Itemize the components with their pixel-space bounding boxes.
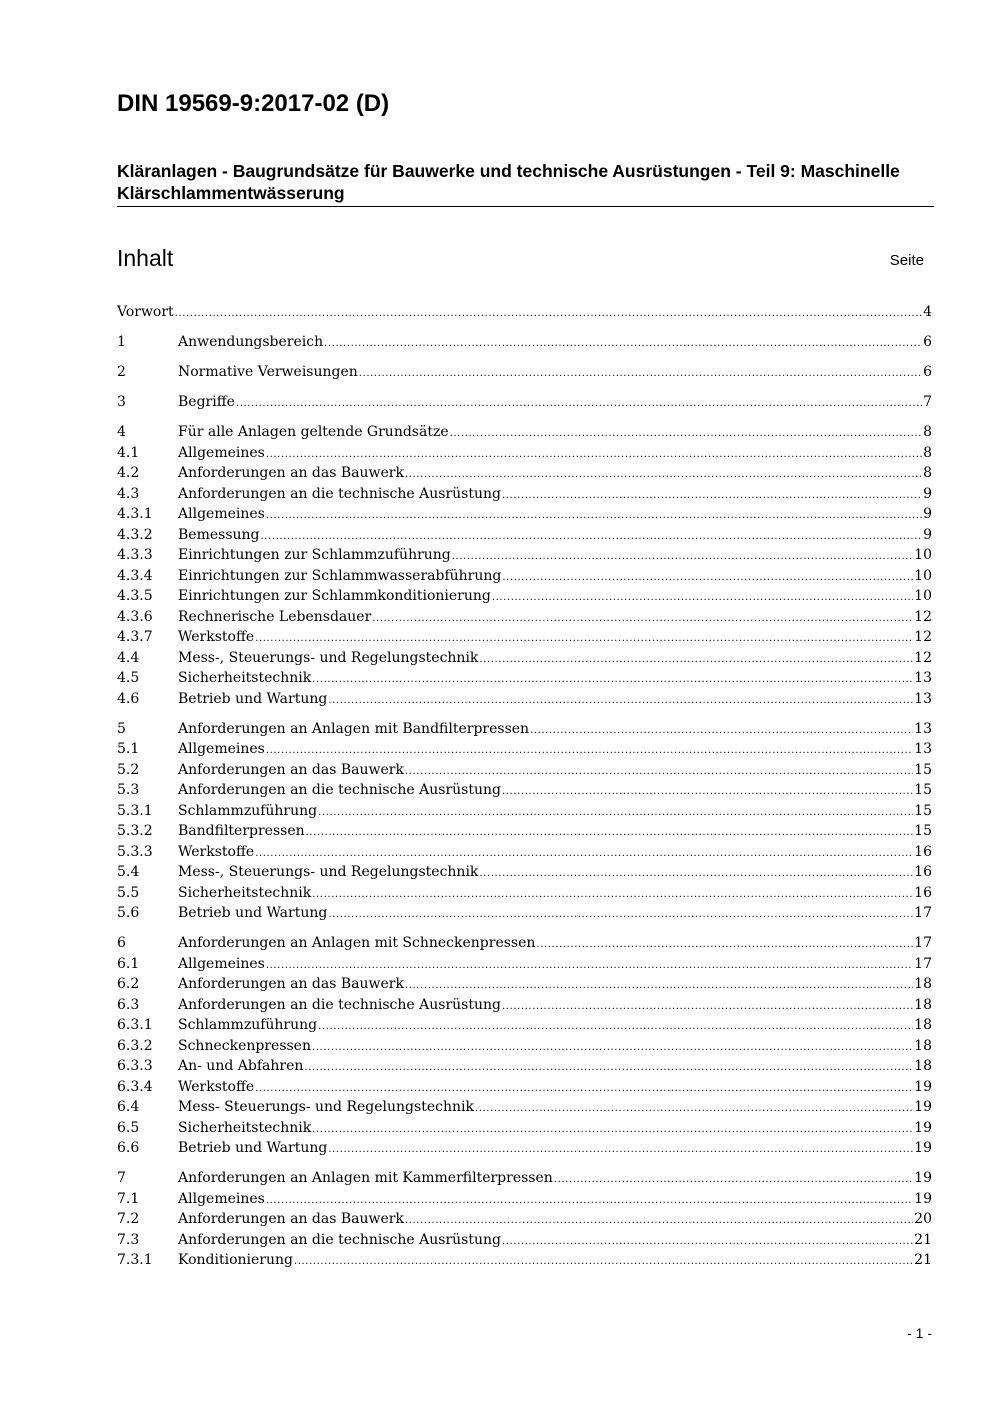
toc-entry-number: 1: [117, 334, 126, 350]
toc-dot-leader: [328, 689, 913, 712]
toc-entry-title: Mess-, Steuerungs- und Regelungstechnik: [178, 649, 479, 666]
toc-dot-leader: [502, 484, 922, 507]
toc-entry-page: 18: [914, 1058, 932, 1074]
table-of-contents: [117, 302, 932, 1271]
toc-dot-leader: [405, 1209, 913, 1232]
toc-entry[interactable]: [117, 739, 932, 760]
toc-entry-title: Allgemeines: [178, 741, 265, 757]
toc-dot-leader: [236, 392, 922, 415]
toc-entry[interactable]: [117, 1118, 932, 1139]
toc-entry-number: 5.3.2: [117, 823, 153, 839]
toc-entry[interactable]: [117, 1209, 932, 1230]
toc-dot-leader: [312, 1118, 913, 1141]
toc-entry-page: 13: [914, 741, 932, 757]
toc-entry-number: 5.3.1: [117, 802, 153, 819]
toc-entry-title: Einrichtungen zur Schlammwasserabführung: [178, 567, 502, 584]
toc-entry-page: 19: [914, 1170, 932, 1186]
toc-entry-page: 8: [923, 424, 932, 440]
toc-entry-number: 4.3.7: [117, 629, 153, 645]
toc-entry-number: 7.1: [117, 1190, 140, 1207]
toc-entry-title: Einrichtungen zur Schlammzuführung: [178, 547, 451, 563]
toc-entry[interactable]: [117, 883, 932, 904]
toc-entry[interactable]: [117, 933, 932, 954]
toc-entry-page: 19: [914, 1099, 932, 1115]
toc-entry-page: 16: [914, 864, 932, 880]
toc-entry[interactable]: [117, 1056, 932, 1077]
toc-dot-leader: [536, 933, 913, 956]
toc-entry-number: 4.3.5: [117, 588, 153, 604]
toc-entry-title: Bemessung: [178, 526, 260, 543]
toc-entry-page: 19: [914, 1078, 932, 1095]
toc-dot-leader: [502, 780, 913, 803]
toc-entry-title: Anforderungen an Anlagen mit Kammerfilterpressen: [178, 1170, 553, 1186]
toc-entry-title: Anforderungen an das Bauwerk: [178, 465, 404, 481]
toc-entry-number: 5.5: [117, 884, 140, 901]
toc-entry-page: 16: [914, 884, 932, 901]
toc-dot-leader: [266, 739, 913, 762]
toc-entry-title: Werkstoffe: [178, 1078, 255, 1095]
toc-entry-title: Anforderungen an Anlagen mit Bandfilterpressen: [178, 720, 530, 737]
toc-dot-leader: [479, 648, 913, 671]
toc-entry[interactable]: [117, 484, 932, 505]
toc-entry-number: 5.3: [117, 782, 140, 798]
toc-entry-page: 18: [914, 1037, 932, 1054]
toc-entry-title: Betrieb und Wartung: [178, 1140, 328, 1156]
toc-entry[interactable]: [117, 1138, 932, 1159]
toc-entry-page: 17: [914, 935, 932, 951]
toc-dot-leader: [306, 821, 914, 844]
toc-entry[interactable]: [117, 362, 932, 383]
toc-entry[interactable]: [117, 1015, 932, 1036]
toc-entry-page: 15: [914, 761, 932, 778]
toc-dot-leader: [328, 903, 913, 926]
toc-entry-number: Vorwort: [117, 304, 174, 320]
toc-dot-leader: [318, 801, 913, 824]
toc-entry-title: Mess- Steuerungs- und Regelungstechnik: [178, 1099, 474, 1115]
toc-entry-number: 6.5: [117, 1119, 140, 1136]
toc-entry-page: 18: [914, 996, 932, 1013]
toc-entry-page: 9: [923, 485, 932, 502]
toc-entry-number: 6.2: [117, 976, 140, 992]
toc-entry[interactable]: [117, 801, 932, 822]
page-number: - 1 -: [907, 1325, 932, 1341]
toc-entry-title: Anforderungen an das Bauwerk: [178, 976, 404, 992]
toc-entry-title: Anforderungen an die technische Ausrüstung: [178, 485, 501, 502]
toc-entry-number: 5.4: [117, 864, 140, 880]
toc-entry-title: Einrichtungen zur Schlammkonditionierung: [178, 588, 491, 604]
toc-entry-page: 10: [914, 547, 932, 563]
toc-entry-title: Allgemeines: [178, 955, 265, 972]
toc-dot-leader: [304, 1056, 913, 1079]
toc-entry-title: Werkstoffe: [178, 843, 255, 860]
toc-entry-number: 7.3: [117, 1231, 140, 1248]
toc-entry-title: Schlammzuführung: [178, 1017, 318, 1033]
toc-dot-leader: [475, 1097, 913, 1120]
toc-entry-title: Betrieb und Wartung: [178, 690, 328, 707]
toc-dot-leader: [266, 1189, 913, 1212]
toc-entry[interactable]: [117, 903, 932, 924]
toc-dot-leader: [502, 1230, 913, 1253]
toc-entry-number: 5.1: [117, 741, 140, 757]
toc-entry-number: 5: [117, 720, 126, 737]
toc-entry-number: 4.3.3: [117, 547, 153, 563]
toc-entry[interactable]: [117, 719, 932, 740]
toc-entry[interactable]: [117, 1036, 932, 1057]
toc-entry-page: 10: [914, 567, 932, 584]
toc-dot-leader: [405, 974, 913, 997]
toc-entry-number: 4.3: [117, 485, 140, 502]
toc-entry-title: Für alle Anlagen geltende Grundsätze: [178, 424, 449, 440]
toc-entry[interactable]: [117, 842, 932, 863]
toc-dot-leader: [266, 443, 922, 466]
toc-entry-page: 15: [914, 802, 932, 819]
toc-entry-page: 8: [923, 465, 932, 481]
toc-entry[interactable]: [117, 974, 932, 995]
toc-dot-leader: [405, 463, 922, 486]
toc-entry[interactable]: [117, 1077, 932, 1098]
toc-entry[interactable]: [117, 1168, 932, 1189]
toc-entry-page: 4: [923, 304, 932, 320]
toc-dot-leader: [318, 1015, 913, 1038]
toc-entry-title: Werkstoffe: [178, 629, 255, 645]
toc-dot-leader: [175, 302, 922, 325]
toc-dot-leader: [312, 668, 913, 691]
toc-entry-page: 10: [914, 588, 932, 604]
toc-entry-number: 4.3.1: [117, 506, 153, 522]
toc-entry[interactable]: [117, 668, 932, 689]
toc-page-column-label: Seite: [889, 252, 924, 269]
toc-entry-title: Anforderungen an das Bauwerk: [178, 761, 404, 778]
toc-entry-number: 4.6: [117, 690, 140, 707]
toc-entry-number: 7.2: [117, 1211, 140, 1227]
toc-dot-leader: [324, 332, 922, 355]
toc-dot-leader: [312, 1036, 913, 1059]
toc-entry-number: 4.3.4: [117, 567, 153, 584]
toc-entry[interactable]: [117, 1097, 932, 1118]
toc-entry[interactable]: [117, 954, 932, 975]
toc-entry-page: 12: [914, 649, 932, 666]
toc-entry[interactable]: [117, 566, 932, 587]
toc-dot-leader: [312, 883, 913, 906]
toc-entry-title: Anforderungen an die technische Ausrüstung: [178, 996, 501, 1013]
toc-entry-title: Bandfilterpressen: [178, 823, 305, 839]
toc-entry-title: Konditionierung: [178, 1252, 293, 1268]
toc-entry-number: 6.3.2: [117, 1037, 153, 1054]
toc-dot-leader: [294, 1250, 913, 1273]
toc-entry-page: 13: [914, 720, 932, 737]
toc-entry-number: 6.3: [117, 996, 140, 1013]
toc-dot-leader: [359, 362, 922, 385]
toc-entry[interactable]: [117, 821, 932, 842]
toc-heading: Inhalt: [117, 245, 174, 271]
toc-entry[interactable]: [117, 689, 932, 710]
toc-entry-page: 7: [923, 394, 932, 410]
toc-entry-title: Begriffe: [178, 394, 235, 410]
toc-entry-title: Sicherheitstechnik: [178, 1119, 312, 1136]
toc-entry-page: 19: [914, 1119, 932, 1136]
toc-entry-page: 12: [914, 608, 932, 625]
toc-entry-page: 21: [914, 1252, 932, 1268]
toc-entry[interactable]: [117, 760, 932, 781]
toc-dot-leader: [328, 1138, 913, 1161]
toc-entry-page: 13: [914, 670, 932, 686]
toc-dot-leader: [502, 995, 913, 1018]
toc-entry-title: Mess-, Steuerungs- und Regelungstechnik: [178, 864, 479, 880]
toc-entry-page: 12: [914, 629, 932, 645]
toc-entry-number: 7: [117, 1170, 126, 1186]
toc-dot-leader: [452, 545, 913, 568]
toc-entry[interactable]: [117, 995, 932, 1016]
toc-entry-number: 4.4: [117, 649, 140, 666]
toc-entry-number: 5.3.3: [117, 843, 153, 860]
title-divider: [117, 206, 934, 207]
toc-entry-title: Anforderungen an die technische Ausrüstung: [178, 782, 501, 798]
toc-dot-leader: [502, 566, 913, 589]
toc-entry[interactable]: [117, 586, 932, 607]
toc-entry-page: 16: [914, 843, 932, 860]
toc-entry[interactable]: [117, 1250, 932, 1271]
toc-entry[interactable]: [117, 1189, 932, 1210]
toc-entry-page: 8: [923, 444, 932, 461]
toc-entry-page: 21: [914, 1231, 932, 1248]
toc-entry[interactable]: [117, 862, 932, 883]
toc-entry-page: 19: [914, 1140, 932, 1156]
toc-entry[interactable]: [117, 627, 932, 648]
toc-entry-number: 2: [117, 364, 126, 380]
toc-entry-number: 7.3.1: [117, 1252, 153, 1268]
toc-entry-page: 6: [923, 364, 932, 380]
toc-entry-page: 20: [914, 1211, 932, 1227]
toc-entry-number: 4.2: [117, 465, 140, 481]
toc-entry-title: Allgemeines: [178, 444, 265, 461]
toc-entry-page: 6: [923, 334, 932, 350]
toc-entry[interactable]: [117, 780, 932, 801]
toc-entry[interactable]: [117, 504, 932, 525]
toc-entry-page: 17: [914, 955, 932, 972]
toc-entry-number: 6.1: [117, 955, 140, 972]
toc-entry[interactable]: [117, 525, 932, 546]
toc-entry-title: Allgemeines: [178, 1190, 265, 1207]
toc-entry[interactable]: [117, 392, 932, 413]
toc-entry-number: 6.3.3: [117, 1058, 153, 1074]
toc-entry[interactable]: [117, 1230, 932, 1251]
toc-entry-number: 6.3.1: [117, 1017, 153, 1033]
toc-dot-leader: [255, 627, 913, 650]
toc-dot-leader: [554, 1168, 913, 1191]
toc-entry-title: Schneckenpressen: [178, 1037, 311, 1054]
toc-entry-title: Anwendungsbereich: [178, 334, 324, 350]
toc-entry-number: 6.6: [117, 1140, 140, 1156]
toc-dot-leader: [479, 862, 913, 885]
toc-entry-number: 4.5: [117, 670, 140, 686]
toc-entry-title: Sicherheitstechnik: [178, 884, 312, 901]
toc-dot-leader: [405, 760, 913, 783]
toc-entry-page: 15: [914, 782, 932, 798]
toc-entry-page: 18: [914, 1017, 932, 1033]
toc-entry-number: 6.4: [117, 1099, 140, 1115]
toc-dot-leader: [266, 954, 913, 977]
toc-dot-leader: [492, 586, 913, 609]
toc-dot-leader: [255, 1077, 913, 1100]
toc-entry[interactable]: [117, 422, 932, 443]
toc-entry-number: 6: [117, 935, 126, 951]
document-subtitle: Kläranlagen - Baugrundsätze für Bauwerke und technische Ausrüstungen - Teil 9: Maschinelle Klärschlammentwässerung: [117, 161, 900, 203]
toc-dot-leader: [255, 842, 913, 865]
toc-entry-title: Anforderungen an Anlagen mit Schneckenpressen: [178, 935, 536, 951]
toc-entry-number: 4.1: [117, 444, 140, 461]
toc-entry-page: 18: [914, 976, 932, 992]
toc-entry-number: 5.2: [117, 761, 140, 778]
toc-entry-title: Anforderungen an das Bauwerk: [178, 1211, 404, 1227]
toc-entry-number: 4.3.6: [117, 608, 153, 625]
toc-entry-page: 19: [914, 1190, 932, 1207]
toc-entry-page: 9: [923, 506, 932, 522]
toc-entry-title: Betrieb und Wartung: [178, 905, 328, 921]
toc-entry-title: Anforderungen an die technische Ausrüstung: [178, 1231, 501, 1248]
toc-entry-page: 17: [914, 905, 932, 921]
toc-entry[interactable]: [117, 302, 932, 323]
toc-entry[interactable]: [117, 648, 932, 669]
toc-entry[interactable]: [117, 443, 932, 464]
toc-entry-number: 6.3.4: [117, 1078, 153, 1095]
toc-entry-title: Normative Verweisungen: [178, 364, 358, 380]
toc-entry-page: 9: [923, 526, 932, 543]
toc-dot-leader: [266, 504, 922, 527]
toc-entry-number: 5.6: [117, 905, 140, 921]
toc-entry[interactable]: [117, 545, 932, 566]
toc-entry-number: 4.3.2: [117, 526, 153, 543]
toc-entry-page: 13: [914, 690, 932, 707]
toc-entry-title: Sicherheitstechnik: [178, 670, 312, 686]
toc-entry-title: Schlammzuführung: [178, 802, 318, 819]
toc-dot-leader: [450, 422, 922, 445]
toc-entry-title: Allgemeines: [178, 506, 265, 522]
toc-entry-page: 15: [914, 823, 932, 839]
toc-entry-title: An- und Abfahren: [178, 1058, 304, 1074]
toc-entry[interactable]: [117, 607, 932, 628]
toc-entry-title: Rechnerische Lebensdauer: [178, 608, 372, 625]
document-title: DIN 19569-9:2017-02 (D): [117, 90, 390, 117]
toc-dot-leader: [530, 719, 913, 742]
toc-entry-number: 3: [117, 394, 126, 410]
toc-dot-leader: [261, 525, 923, 548]
toc-entry[interactable]: [117, 463, 932, 484]
toc-entry-number: 4: [117, 424, 126, 440]
toc-dot-leader: [372, 607, 913, 630]
toc-entry[interactable]: [117, 332, 932, 353]
